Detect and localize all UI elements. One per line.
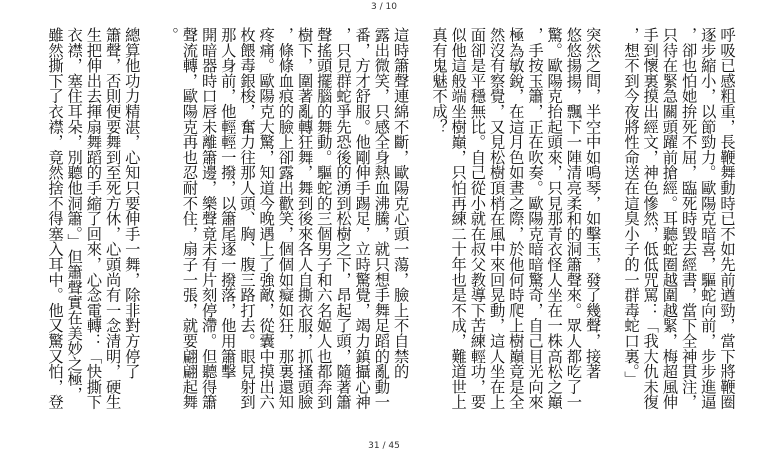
text-column: ，條條血痕的臉上卻露出歡笑，個個如癡如狂，那裏還知 [276, 27, 295, 410]
text-column: 似他這般端坐樹巔，只怕再練二十年也是不成，難道世上 [449, 27, 468, 410]
text-column: 極為敏銳，在這月色如晝之際，於他何時爬上樹巔竟是全 [506, 27, 525, 410]
text-column: 手到懷裏摸出經文，神色慘然，低低咒罵：「我大仇未復 [641, 27, 660, 410]
text-column: 。 [161, 27, 180, 43]
text-column: 生把伸出去揮扇舞蹈的手縮了回來，心念電轉：「快撕下 [84, 27, 103, 410]
vertical-text-body [21, 27, 739, 431]
text-column: 面卻是平穩無比。自己從小就在叔父教導下苦練輕功，要 [468, 27, 487, 410]
text-column: 只待在緊急關頭躍前搶經。耳聽蛇圈越圍越緊，梅超風伸 [660, 27, 679, 410]
text-column: 突然之間，半空中如鳴琴，如擊玉，發了幾聲，接著 [583, 27, 602, 379]
text-column: 聲流轉，歐陽克再也忍耐不住，扇子一張，就要翩翩起舞 [180, 27, 199, 410]
text-column: 逐步縮小，以節勁力。歐陽克暗喜，驅蛇向前，步步進逼 [698, 27, 717, 410]
text-column: 枚餵毒銀梭，奮力往那人頭、胸、腹三路打去。眼見射到 [238, 27, 256, 410]
text-column: 那人身前，他輕輕一撥，以簫尾逐一撥落，他用簫擊 [218, 27, 237, 379]
text-column: 疼痛。歐陽克大驚，知道今晚遇上了強敵，從囊中摸出六 [257, 27, 276, 410]
text-column: ，只見群蛇爭先恐後的湧到松樹之下，昂起了頭，隨著簫 [334, 27, 352, 410]
text-column: 呼吸已感粗重，長鞭舞動時已不如先前遒勁，當下將鞭圈 [718, 27, 736, 410]
text-column: 樹下，圍著亂轉狂舞，舞到後來各人自撕衣服，抓搔頭臉 [295, 27, 314, 410]
text-column: 真有鬼魅不成？ [430, 27, 448, 135]
text-column: ，卻也怕她拚死不屈，臨死時毀去經書，當下全神貫注， [679, 27, 698, 410]
text-column: 驚。歐陽克抬起頭來，只見那青衣怪人坐在一株高松之巔 [545, 27, 564, 410]
text-column: 簫聲，否則便要舞到至死方休，心頭尚有一念清明，硬生 [103, 27, 122, 410]
text-column: ，手按玉簫，正在吹奏。歐陽克暗暗驚奇，自己目光向來 [526, 27, 544, 410]
page-counter-top: 3 / 10 [371, 2, 397, 12]
text-column: ，想不到今夜將性命送在這臭小子的一群毒蛇口裏。」 [622, 27, 640, 387]
text-column: 雖然撕下了衣襟，竟然捨不得塞入耳中。他又驚又怕，登 [46, 27, 64, 410]
text-column: 然沒有察覺，又見松樹頂梢在風中來回晃動，這人坐在上 [487, 27, 506, 410]
text-column: 衣襟，塞住耳朵，別聽他洞簫。」但簫聲實在美妙之極， [65, 27, 84, 402]
page-counter-bottom: 31 / 45 [368, 441, 400, 451]
text-column: 總算他功力精湛，心知只要伸手一舞，除非對方停了 [122, 27, 141, 379]
text-column: 開暗器時口唇未離簫邊，樂聲竟未有片刻停滯。但聽得簫 [199, 27, 218, 410]
text-column: 聲搖頭擺腦的舞動。驅蛇的三個男子和六名姬人也都奔到 [314, 27, 333, 410]
text-column: 這時簫聲連綿不斷，歐陽克心頭一蕩，臉上不自禁的 [391, 27, 410, 379]
text-column: 露出微笑，只感全身熱血沸騰，就只想手舞足蹈的亂動一 [372, 27, 391, 410]
text-column: 悠悠揚揚，飄下一陣清亮柔和的洞簫聲來。眾人都吃了一 [564, 27, 583, 410]
text-column: 番，方才舒服。他剛伸手踢足，立時驚覺，竭力鎮攝心神 [353, 27, 372, 410]
